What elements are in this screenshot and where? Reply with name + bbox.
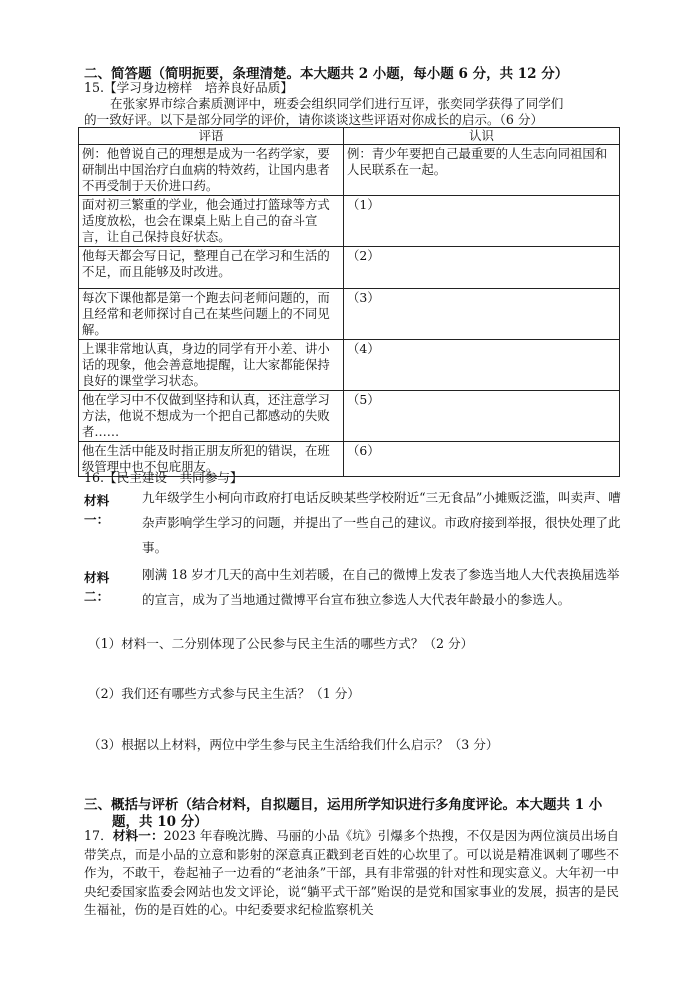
table-row — [79, 247, 620, 289]
review-table — [78, 127, 620, 477]
q15-intro-line2: 的一致好评。以下是部分同学的评价，请你谈谈这些评语对你成长的启示。（6 分） — [84, 112, 544, 127]
q17-material-label: 材料一： — [112, 828, 164, 843]
q15-intro-line1: 在张家界市综合素质测评中，班委会组织同学们进行互评，张奕同学获得了同学们 — [110, 96, 564, 111]
answer-cell-6[interactable]: （6） — [344, 442, 620, 477]
q17-number: 17． — [84, 828, 113, 843]
material2-label: 材料二： — [84, 570, 110, 604]
comment-cell: 他在学习中不仅做到坚持和认真，还注意学习方法，他说不想成为一个把自己都感动的失败者…… — [79, 391, 344, 442]
answer-cell-3[interactable]: （3） — [344, 289, 620, 340]
q17-text: 2023 年春晚沈腾、马丽的小品《坑》引爆多个热搜，不仅是因为两位演员出场自带笑点，而是小品的立意和影射的深意真正戳到老百姓的心坎里了。可以说是精准讽刺了哪些不作为，不敢干，卷起袖子一边看的“老油条”干部，具有非常强的针对性和现实意义。大年初一中央纪委国家监委会网站也发文评论，说“躺平式干部”贻误的是党和国家事业的发展，损害的是民生福祉，伤的是百姓的心。中纪委要求纪检监察机关 — [84, 828, 619, 917]
q16-sub3: （3）根据以上材料，两位中学生参与民主生活给我们什么启示？（3 分） — [88, 737, 499, 752]
q17-paragraph — [84, 827, 619, 920]
answer-cell-4[interactable]: （4） — [344, 340, 620, 391]
comment-cell: 每次下课他都是第一个跑去问老师问题的，而且经常和老师探讨自己在某些问题上的不同见解。 — [79, 289, 344, 340]
table-row — [79, 391, 620, 442]
comment-cell: 面对初三繁重的学业，他会通过打篮球等方式适度放松，也会在课桌上贴上自己的奋斗宣言，让自己保持良好状态。 — [79, 196, 344, 247]
comment-cell: 例：他曾说自己的理想是成为一名药学家，要研制出中国治疗白血病的特效药，让国内患者不再受制于天价进口药。 — [79, 145, 344, 196]
comment-cell: 他每天都会写日记，整理自己在学习和生活的不足，而且能够及时改进。 — [79, 247, 344, 289]
comment-cell: 他在生活中能及时指正朋友所犯的错误，在班级管理中也不包庇朋友。 — [79, 442, 344, 477]
q16-heading: 16.【民主建设 共同参与】 — [84, 470, 243, 485]
table-row — [79, 340, 620, 391]
table-row — [79, 145, 620, 196]
material1-text: 九年级学生小柯向市政府打电话反映某些学校附近“三无食品”小摊贩泛滥，叫卖声、嘈杂声影响学生学习的问题，并提出了一些自己的建议。市政府接到举报，很快处理了此事。 — [142, 490, 621, 555]
section3-title-line1: 三、概括与评析（结合材料，自拟题目，运用所学知识进行多角度评论。本大题共 1 小 — [84, 797, 603, 813]
section2-title: 二、简答题（简明扼要，条理清楚。本大题共 2 小题，每小题 6 分，共 12 分） — [84, 66, 569, 82]
material2-text: 刚满 18 岁才几天的高中生刘若暖，在自己的微博上发表了参选当地人大代表换届选举的宣言，成为了当地通过微博平台宣布独立参选人大代表年龄最小的参选人。 — [142, 567, 620, 607]
section3-title-line2: 题，共 10 分） — [112, 814, 208, 830]
header-insight: 认识 — [344, 128, 620, 145]
comment-cell: 上课非常地认真，身边的同学有开小差、讲小话的现象，他会善意地提醒，让大家都能保持良好的课堂学习状态。 — [79, 340, 344, 391]
header-comment: 评语 — [79, 128, 344, 145]
table-header-row — [79, 128, 620, 145]
answer-cell-1[interactable]: （1） — [344, 196, 620, 247]
answer-cell-2[interactable]: （2） — [344, 247, 620, 289]
q16-sub1: （1）材料一、二分别体现了公民参与民主生活的哪些方式？（2 分） — [88, 636, 474, 651]
q15-heading: 15.【学习身边榜样 培养良好品质】 — [84, 80, 293, 95]
table-row — [79, 289, 620, 340]
answer-cell-5[interactable]: （5） — [344, 391, 620, 442]
q16-sub2: （2）我们还有哪些方式参与民主生活？（1 分） — [88, 686, 360, 701]
material1-label: 材料一： — [84, 493, 110, 527]
insight-cell: 例：青少年要把自己最重要的人生志向同祖国和人民联系在一起。 — [344, 145, 620, 196]
table-row — [79, 196, 620, 247]
